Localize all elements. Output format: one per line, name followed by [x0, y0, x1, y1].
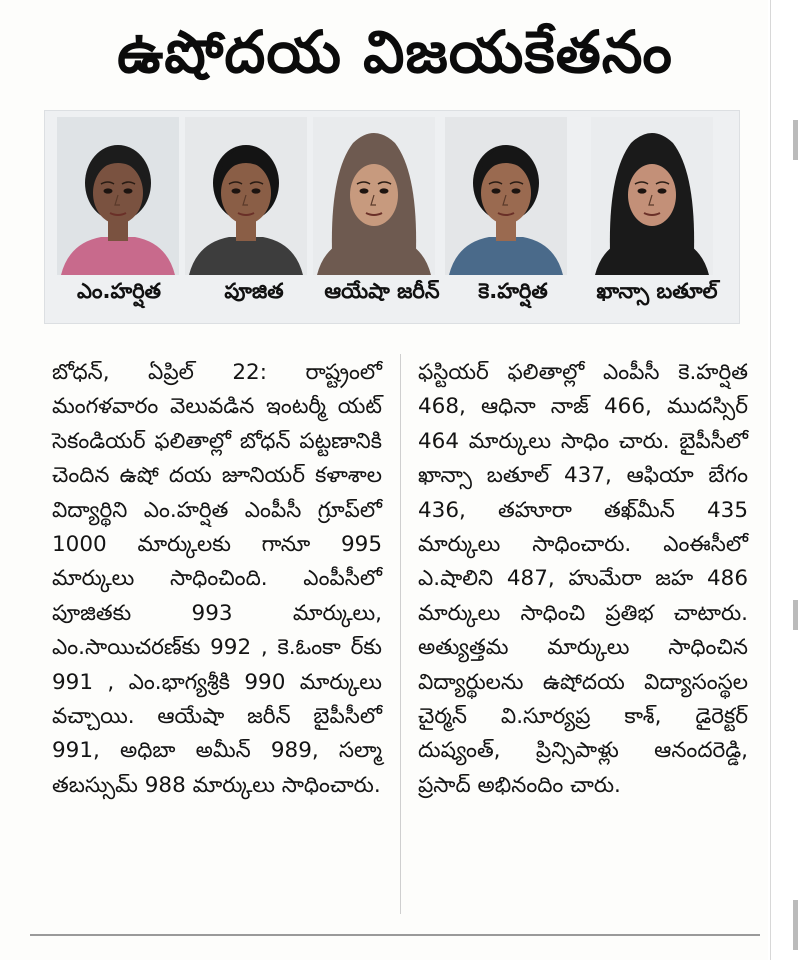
column-divider	[400, 354, 401, 914]
portrait-photo	[591, 117, 713, 275]
portrait-photo	[57, 117, 179, 275]
photo-caption: ఎం.హర్షిత	[76, 279, 162, 303]
article-column-right: ఫస్టియర్ ఫలితాల్లో ఎంపీసీ కె.హర్షిత 468, ఆధినా నాజ్ 466, ముదస్సిర్ 464 మార్కులు సాధిం చారు. బైపీసీలో ఖాన్సా బతూల్ 437, ఆఫియా బేగం 436, తహూరా తఖ్‌మీన్ 435 మార్కులు సాధించారు. ఎంఈసీలో ఎ.షాలిని 487, హుమేరా జహ 486 మార్కులు సాధించి ప్రతిభ చాటారు. అత్యుత్తమ మార్కులు సాధించిన విద్యార్థులను ఉషోదయ విద్యాసంస్థల చైర్మన్ వి.సూర్యప్ర కాశ్, డైరెక్టర్ దుష్యంత్, ప్రిన్సిపాళ్లు ఆనందరెడ్డి, ప్రసాద్ అభినందిం చారు.	[418, 360, 748, 798]
photo-band	[44, 110, 740, 324]
article-column-left: బోధన్, ఏప్రిల్ 22: రాష్ట్రంలో మంగళవారం వెలువడిన ఇంటర్మీ యట్ సెకండియర్ ఫలితాల్లో బోధన్ పట్టణానికి చెందిన ఉషో దయ జూనియర్ కళాశాల విద్యార్థిని ఎం.హర్షిత ఎంపీసీ గ్రూప్‌లో 1000 మార్కులకు గానూ 995 మార్కులు సాధించింది. ఎంపీసీలో పూజితకు 993 మార్కులు, ఎం.సాయిచరణ్‌కు 992 , కె.ఓంకా ర్‌కు 991 , ఎం.భాగ్యశ్రీకి 990 మార్కులు వచ్చాయి. ఆయేషా జరీన్ బైపీసీలో 991, అధిబా అమీన్ 989, సల్మా తబస్సుమ్ 988 మార్కులు సాధించారు.	[52, 360, 382, 798]
photo-caption: ఖాన్సా బతూల్	[596, 279, 718, 303]
photo-caption: ఆయేషా జరీన్	[324, 279, 440, 303]
adjacent-page-edge	[770, 0, 800, 960]
photo-caption: కె.హర్షిత	[478, 279, 548, 303]
portrait-photo	[445, 117, 567, 275]
headline: ఉషోదయ విజయకేతనం	[117, 17, 673, 86]
portrait-photo	[313, 117, 435, 275]
bottom-rule	[30, 934, 760, 936]
portrait-photo	[185, 117, 307, 275]
photo-caption: పూజిత	[224, 279, 284, 303]
